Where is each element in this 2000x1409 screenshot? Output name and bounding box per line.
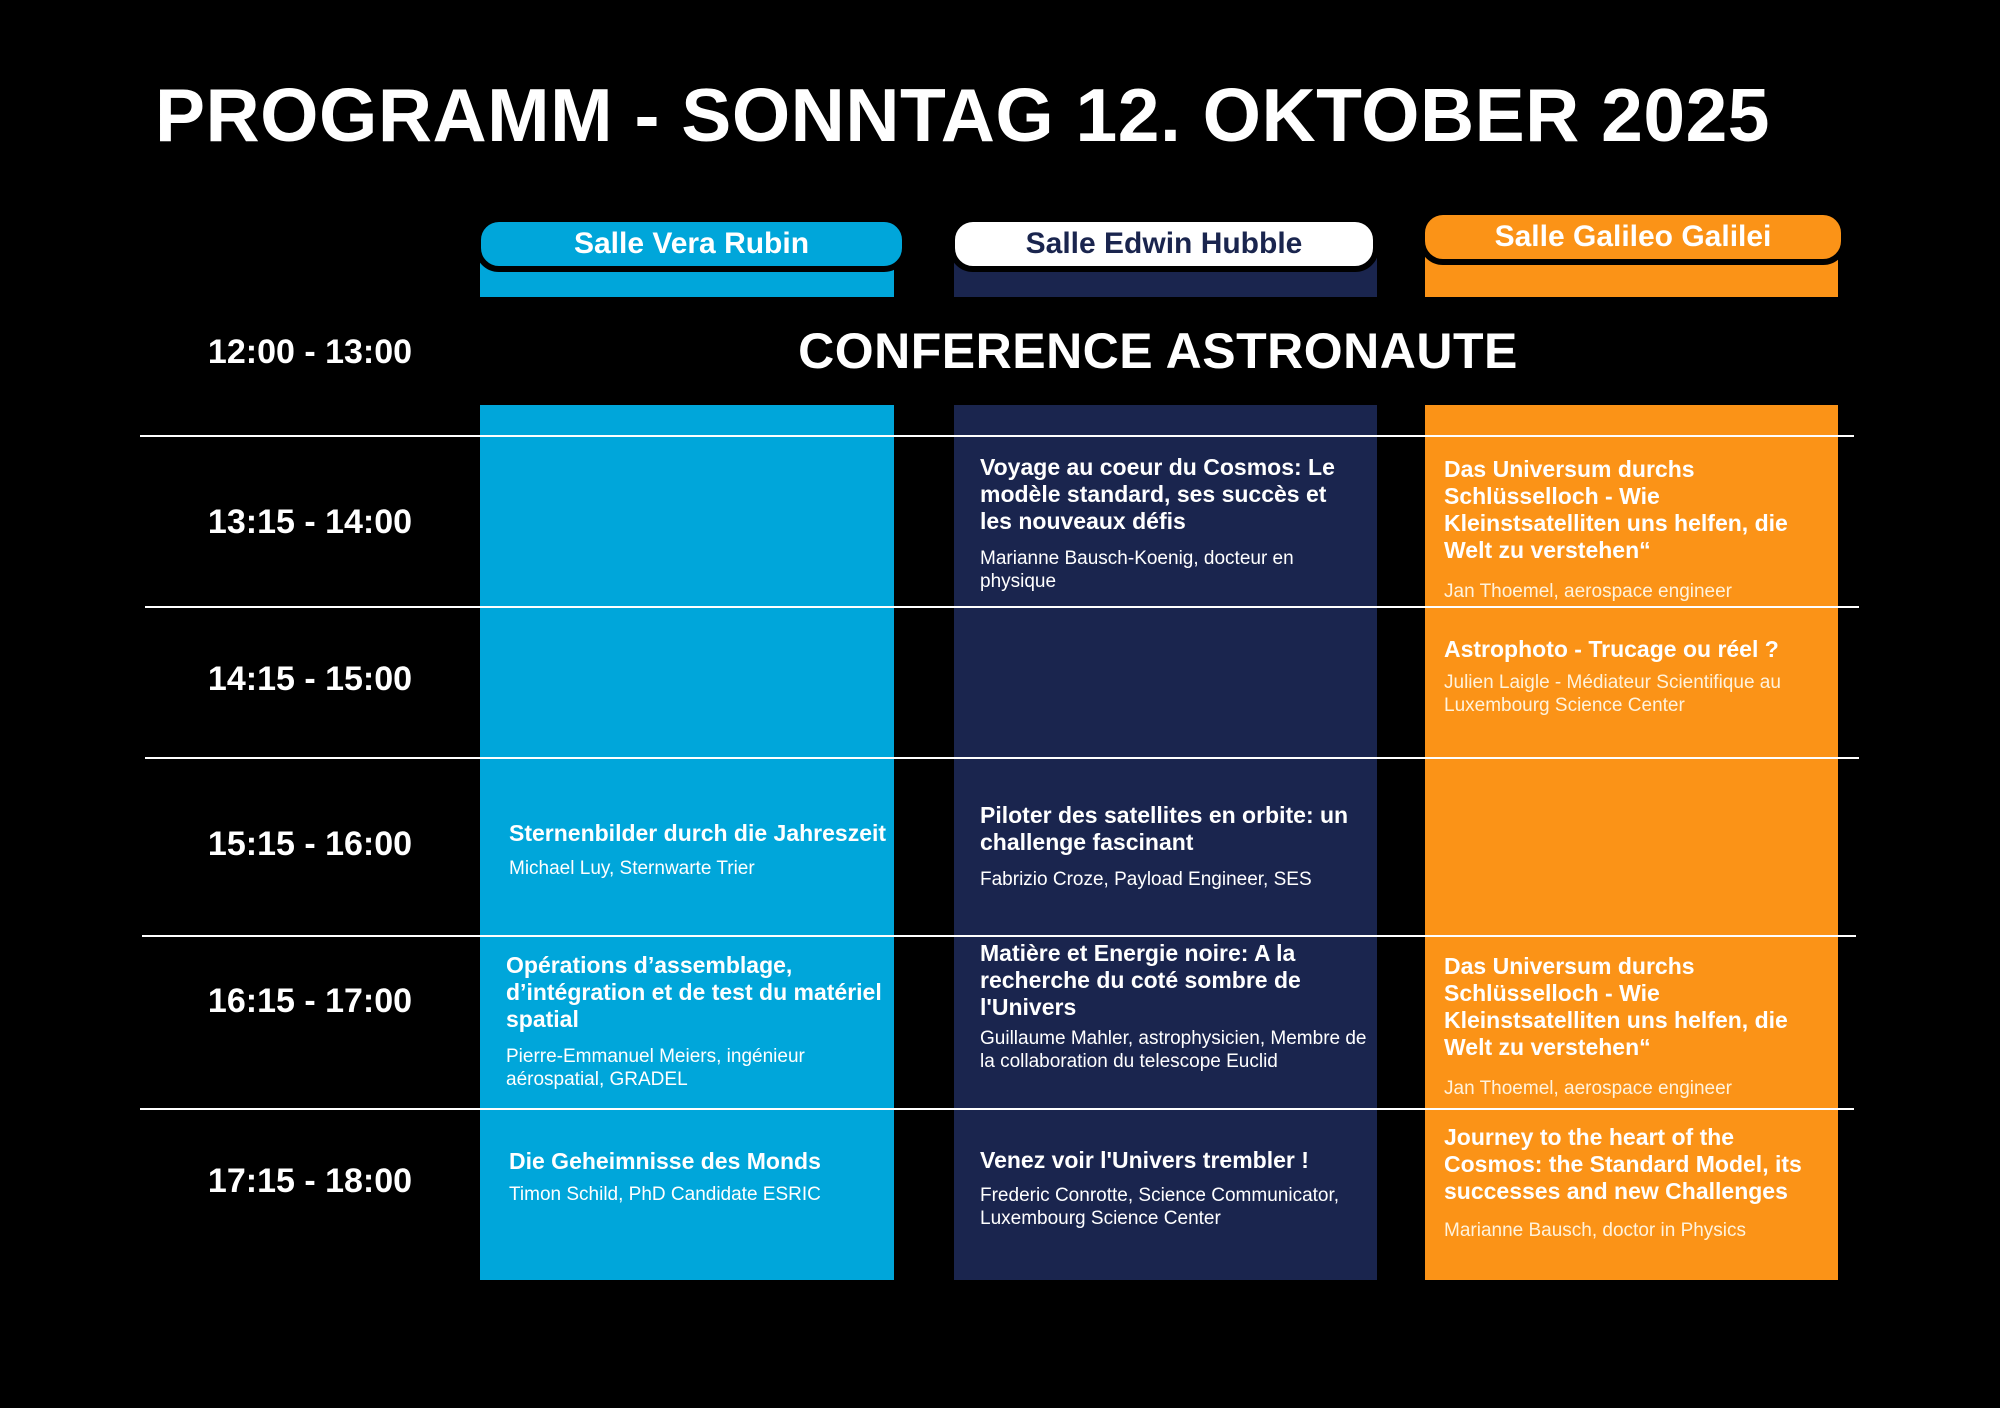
plenary-band [480,297,1838,405]
session-speaker: Guillaume Mahler, astrophysicien, Membre de la collaboration du telescope Euclid [980,1028,1367,1072]
session-card [1444,953,1829,1100]
session-card [980,1147,1340,1230]
session-title: Astrophoto - Trucage ou réel ? [1444,636,1779,662]
session-title: Voyage au coeur du Cosmos: Le modèle standard, ses succès et les nouveaux défis [980,454,1335,534]
session-title: Venez voir l'Univers trembler ! [980,1147,1309,1173]
session-card [980,940,1370,1073]
session-speaker: Frederic Conrotte, Science Communicator, Luxembourg Science Center [980,1185,1340,1229]
session-title: Piloter des satellites en orbite: un challenge fascinant [980,802,1349,855]
room-header-edwin-hubble: Salle Edwin Hubble [949,216,1379,272]
row-divider [145,606,1859,608]
session-speaker: Pierre-Emmanuel Meiers, ingénieur aérospatial, GRADEL [506,1046,805,1090]
session-card [980,454,1340,593]
session-card [1444,456,1829,603]
room-header-vera-rubin: Salle Vera Rubin [475,216,908,272]
session-speaker: Marianne Bausch, doctor in Physics [1444,1220,1747,1241]
time-slot: 17:15 - 18:00 [207,1162,413,1200]
row-divider [140,1108,1854,1110]
time-slot: 12:00 - 13:00 [207,333,413,371]
session-speaker: Timon Schild, PhD Candidate ESRIC [509,1184,821,1205]
session-speaker: Fabrizio Croze, Payload Engineer, SES [980,869,1312,890]
session-speaker: Jan Thoemel, aerospace engineer [1444,581,1733,602]
session-speaker: Marianne Bausch-Koenig, docteur en physique [980,548,1294,592]
session-card [1444,636,1829,717]
room-header-galileo-galilei: Salle Galileo Galilei [1419,209,1847,265]
session-card [509,1148,889,1206]
time-slot: 16:15 - 17:00 [207,982,413,1020]
time-slot: 13:15 - 14:00 [207,503,413,541]
session-speaker: Julien Laigle - Médiateur Scientifique au Luxembourg Science Center [1444,672,1781,716]
page-title: PROGRAMM - SONNTAG 12. OKTOBER 2025 [155,73,1770,157]
session-title: Sternenbilder durch die Jahreszeit [509,820,887,846]
time-slot: 14:15 - 15:00 [207,660,413,698]
session-title: Opérations d’assemblage, d’intégration et de test du matériel spatial [506,952,882,1032]
session-card [980,802,1350,891]
session-title: Matière et Energie noire: A la recherche du coté sombre de l'Univers [980,940,1301,1020]
plenary-title: CONFERENCE ASTRONAUTE [798,323,1518,379]
session-title: Journey to the heart of the Cosmos: the Standard Model, its successes and new Challenges [1444,1124,1802,1204]
session-title: Die Geheimnisse des Monds [509,1148,821,1174]
row-divider [142,935,1856,937]
session-title: Das Universum durchs Schlüsselloch - Wie Kleinstsatelliten uns helfen, die Welt zu verstehen“ [1444,953,1788,1060]
session-card [1444,1124,1804,1242]
session-speaker: Jan Thoemel, aerospace engineer [1444,1078,1733,1099]
row-divider [140,435,1854,437]
row-divider [145,757,1859,759]
session-title: Das Universum durchs Schlüsselloch - Wie Kleinstsatelliten uns helfen, die Welt zu verstehen“ [1444,456,1788,563]
session-speaker: Michael Luy, Sternwarte Trier [509,858,755,879]
session-card [509,820,889,880]
time-slot: 15:15 - 16:00 [207,825,413,863]
session-card [506,952,891,1091]
